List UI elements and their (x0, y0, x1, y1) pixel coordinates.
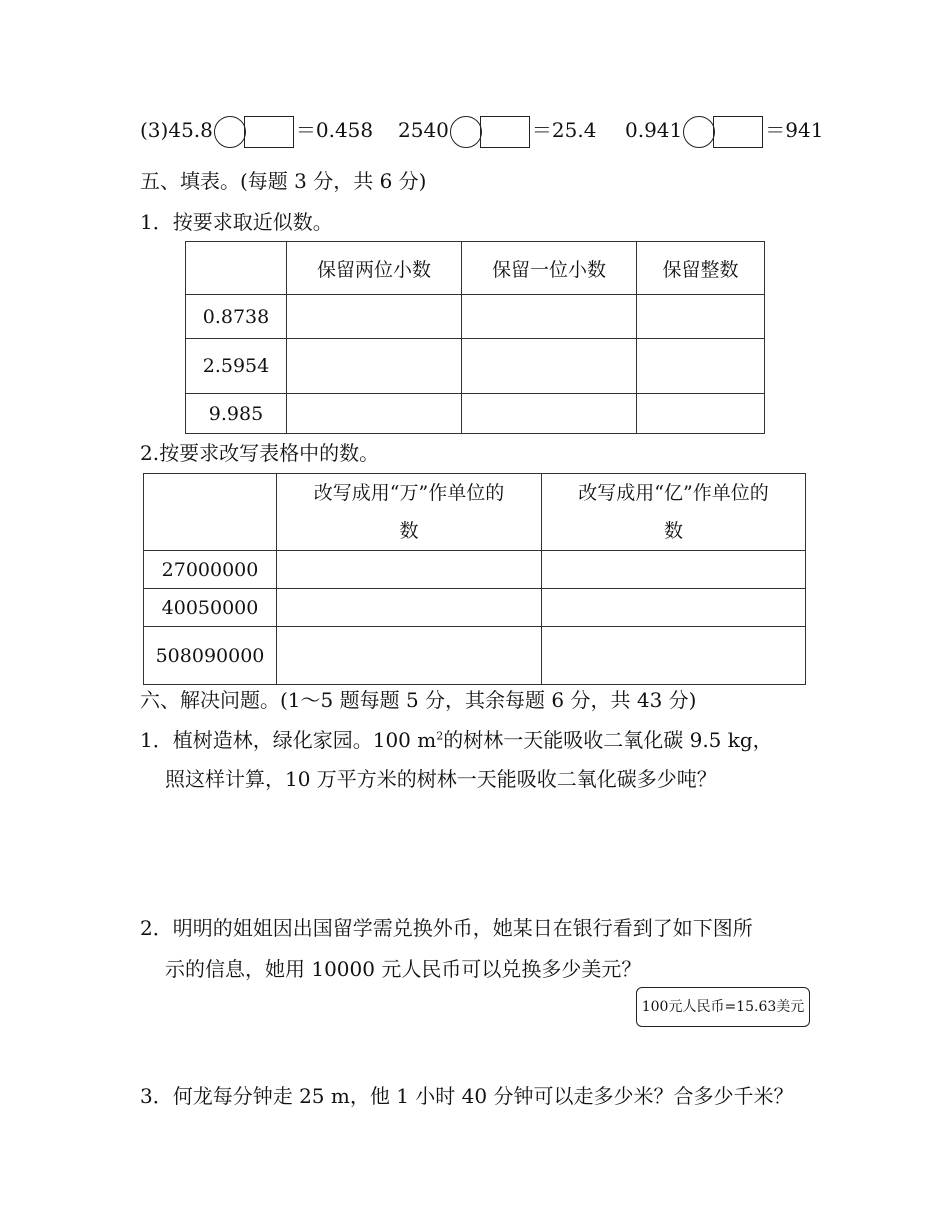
operator-circle-blank[interactable] (450, 116, 482, 148)
table1-header: 保留两位小数 (287, 242, 462, 295)
answer-cell[interactable] (462, 295, 637, 339)
answer-cell[interactable] (287, 394, 462, 434)
q3-b-right: ＝25.4 (531, 118, 597, 142)
problem1-line2: 照这样计算，10 万平方米的树林一天能吸收二氧化碳多少吨？ (165, 767, 717, 791)
table2-corner (144, 474, 277, 551)
q3-b (398, 110, 596, 150)
answer-cell[interactable] (462, 339, 637, 394)
q3-b-left: 2540 (398, 118, 449, 142)
table2-header-wan (277, 474, 542, 551)
header-wan-line1: 改写成用“万”作单位的 (313, 482, 505, 504)
table2-header-yi (542, 474, 806, 551)
answer-cell[interactable] (462, 394, 637, 434)
header-yi-line1: 改写成用“亿”作单位的 (578, 482, 769, 504)
rewrite-table (143, 473, 806, 685)
table1-row-label: 9.985 (186, 394, 287, 434)
q3-label: (3) (140, 118, 169, 142)
problem2-line2: 示的信息，她用 10000 元人民币可以兑换多少美元？ (165, 957, 642, 981)
table1-corner (186, 242, 287, 295)
q3-a-left: 45.8 (168, 118, 213, 142)
problem3-line1: 3．何龙每分钟走 25 m，他 1 小时 40 分钟可以走多少米？合多少千米？ (140, 1084, 794, 1108)
table1-row-label: 2.5954 (186, 339, 287, 394)
answer-cell[interactable] (542, 627, 806, 685)
header-wan-line2: 数 (399, 520, 419, 542)
section5-heading: 五、填表。(每题 3 分，共 6 分) (140, 169, 427, 193)
superscript-2: 2 (436, 729, 444, 743)
q3-c (625, 110, 823, 150)
q3-c-left: 0.941 (625, 118, 683, 142)
table2-row-label: 508090000 (144, 627, 277, 685)
answer-cell[interactable] (287, 339, 462, 394)
answer-cell[interactable] (277, 589, 542, 627)
section5-q1-title: 1．按要求取近似数。 (140, 210, 333, 234)
header-yi-line2: 数 (663, 520, 683, 542)
q3-a-right: ＝0.458 (295, 118, 374, 142)
operator-circle-blank[interactable] (214, 116, 246, 148)
table2-row-label: 27000000 (144, 551, 277, 589)
section5-q2-title: 2.按要求改写表格中的数。 (140, 441, 380, 465)
table2-row-label: 40050000 (144, 589, 277, 627)
q3-a (140, 110, 373, 150)
section6-heading: 六、解决问题。(1～5 题每题 5 分，其余每题 6 分，共 43 分) (140, 688, 697, 712)
table1-header: 保留一位小数 (462, 242, 637, 295)
answer-cell[interactable] (277, 551, 542, 589)
exchange-rate-note: 100元人民币=15.63美元 (636, 987, 810, 1027)
problem2-line1: 2．明明的姐姐因出国留学需兑换外币，她某日在银行看到了如下图所 (140, 916, 753, 940)
answer-cell[interactable] (637, 339, 765, 394)
number-box-blank[interactable] (713, 116, 763, 148)
problem1-text-a: 1．植树造林，绿化家园。100 m (140, 728, 437, 752)
answer-cell[interactable] (542, 551, 806, 589)
q3-c-right: ＝941 (765, 118, 824, 142)
answer-cell[interactable] (637, 394, 765, 434)
answer-cell[interactable] (277, 627, 542, 685)
problem1-line1 (140, 724, 773, 753)
approximation-table (185, 241, 765, 434)
problem1-text-b: 的树林一天能吸收二氧化碳 9.5 kg， (443, 728, 773, 752)
answer-cell[interactable] (542, 589, 806, 627)
answer-cell[interactable] (637, 295, 765, 339)
operator-circle-blank[interactable] (683, 116, 715, 148)
answer-cell[interactable] (287, 295, 462, 339)
table1-header: 保留整数 (637, 242, 765, 295)
table1-row-label: 0.8738 (186, 295, 287, 339)
number-box-blank[interactable] (480, 116, 530, 148)
number-box-blank[interactable] (244, 116, 294, 148)
